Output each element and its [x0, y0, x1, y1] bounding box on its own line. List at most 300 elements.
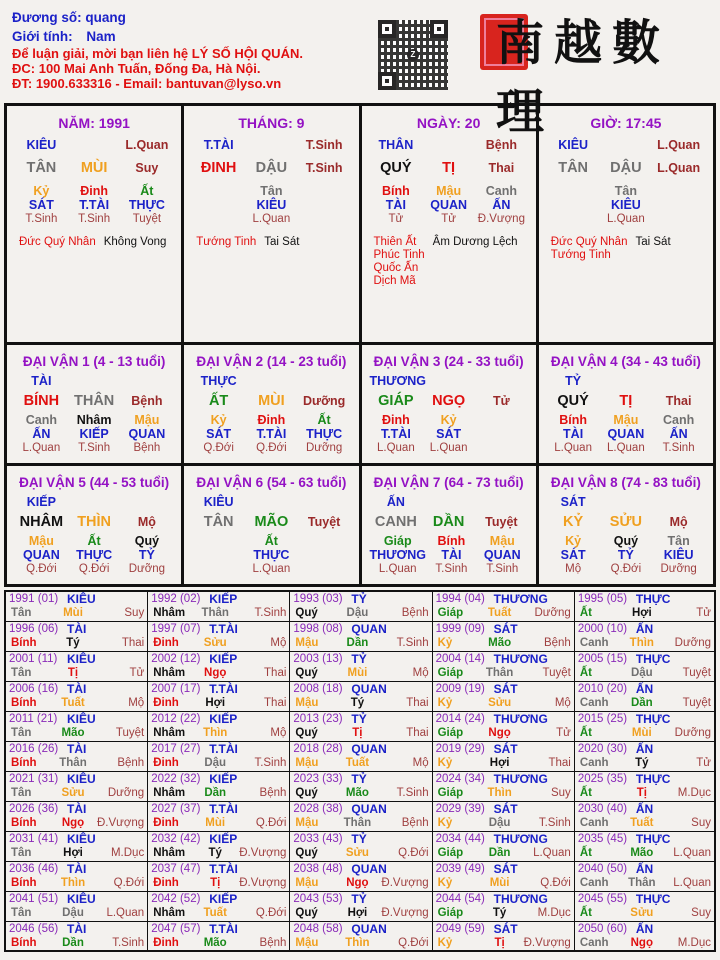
year-cell[interactable]: [290, 831, 432, 861]
hidden-stage: T.Sinh: [486, 563, 519, 575]
year-stem: Bính: [11, 936, 37, 949]
year-stage: Thai: [264, 696, 287, 709]
year-branch: Thân: [628, 876, 656, 889]
hidden-stem: [600, 413, 653, 455]
year-stage: Q.Đới: [255, 816, 287, 829]
hidden-stem-name: Ất: [317, 413, 331, 427]
year-label: 2011 (21): [9, 712, 58, 725]
hidden-stem: [15, 184, 68, 226]
hidden-ten-god: SÁT: [28, 198, 54, 212]
earthly-branch: TỊ: [619, 393, 633, 409]
year-stem: Mậu: [295, 696, 319, 709]
year-row: [5, 681, 715, 711]
year-label: 2015 (25): [577, 712, 628, 725]
hidden-stage: Đ.Vượng: [477, 213, 525, 225]
year-stem: Tân: [11, 666, 32, 679]
year-label: 2037 (47): [151, 862, 201, 875]
year-ten-god: THƯƠNG: [493, 831, 548, 846]
year-cell[interactable]: [432, 861, 574, 891]
branch-stage: T.Sinh: [305, 161, 343, 175]
year-ten-god: T.TÀI: [209, 801, 238, 816]
earthly-branch: DẬU: [610, 160, 642, 176]
year-branch: Ngọ: [204, 666, 227, 679]
year-stem: Canh: [579, 936, 609, 949]
year-cell[interactable]: [290, 741, 432, 771]
year-cell[interactable]: [5, 801, 148, 831]
heavenly-stem: ẤT: [208, 393, 229, 409]
year-stem: Mậu: [295, 936, 319, 949]
year-cell[interactable]: [5, 891, 148, 921]
year-label: 2035 (45): [577, 832, 628, 845]
year-cell[interactable]: [148, 621, 290, 651]
hidden-ten-god: SÁT: [436, 427, 462, 441]
year-stem: Bính: [11, 876, 37, 889]
year-ten-god: KIẾP: [209, 651, 238, 666]
dai-van-title: ĐẠI VẬN 7 (64 - 73 tuổi): [373, 475, 524, 490]
year-ten-god: KIÊU: [67, 651, 96, 666]
year-ten-god: T.TÀI: [209, 621, 238, 636]
bad-star: [635, 249, 701, 261]
year-ten-god: KIẾP: [209, 711, 238, 726]
year-stem: Nhâm: [153, 726, 186, 739]
year-stage: T.Sinh: [396, 636, 429, 649]
year-ten-god: ẤN: [635, 681, 654, 696]
bad-star: [433, 249, 524, 261]
contact-line-1: Để luận giải, mời bạn liên hệ LÝ SỐ HỘI QUÁN.: [12, 46, 303, 61]
year-cell[interactable]: [574, 921, 715, 951]
hidden-ten-god: QUAN: [607, 427, 645, 441]
brand-logo: 南越數理: [496, 15, 671, 140]
year-ten-god: T.TÀI: [209, 921, 238, 936]
dai-van-4[interactable]: [536, 345, 713, 463]
year-label: 2024 (34): [435, 772, 485, 785]
hidden-ten-god: QUAN: [483, 548, 521, 562]
dai-van-1[interactable]: [7, 345, 181, 463]
hidden-ten-god: T.TÀI: [256, 427, 287, 441]
hidden-stem-name: Ất: [87, 534, 101, 548]
year-branch: Mùi: [631, 726, 652, 739]
year-cell[interactable]: [290, 921, 432, 951]
hidden-stage: L.Quan: [607, 442, 645, 454]
year-stage: Bệnh: [259, 936, 287, 949]
year-branch: Ngọ: [61, 816, 85, 829]
year-label: 2039 (49): [435, 862, 485, 875]
year-stem: Canh: [579, 876, 609, 889]
ten-god: KIÊU: [558, 138, 589, 152]
stars-list: [362, 236, 536, 287]
ten-god: KIÊU: [26, 138, 57, 152]
good-star: Quốc Ấn: [373, 262, 419, 274]
ten-god: TỶ: [565, 374, 582, 388]
hidden-stem-name: Ất: [140, 184, 154, 198]
year-row: [5, 831, 715, 861]
year-branch: Tị: [352, 726, 363, 739]
heavenly-stem: BÍNH: [23, 393, 60, 409]
year-label: 2000 (10): [577, 622, 628, 635]
hidden-stem-name: Kỷ: [440, 413, 457, 427]
year-stage: M.Dục: [110, 846, 145, 859]
dai-van-6[interactable]: [181, 466, 358, 584]
dai-van-title: ĐẠI VẬN 8 (74 - 83 tuổi): [550, 475, 701, 490]
good-star: Thiên Ất: [373, 236, 417, 248]
year-ten-god: TÀI: [67, 801, 87, 816]
hidden-ten-god: QUAN: [22, 548, 60, 562]
year-ten-god: TỶ: [351, 651, 367, 666]
year-stage: Thai: [406, 726, 429, 739]
year-cell[interactable]: [290, 801, 432, 831]
year-branch: Tuất: [630, 816, 654, 829]
year-label: 2001 (11): [9, 652, 58, 665]
year-stage: Bệnh: [401, 816, 429, 829]
year-label: 2034 (44): [435, 832, 485, 845]
stars-list: [7, 236, 181, 248]
hidden-stem: [477, 534, 528, 576]
hidden-ten-god: QUAN: [128, 427, 166, 441]
hidden-stem: [422, 184, 475, 226]
hidden-stem-name: Mậu: [436, 184, 462, 198]
year-branch: Hợi: [489, 756, 510, 769]
stars-list: [184, 236, 358, 248]
hidden-stem-name: Bính: [437, 534, 466, 548]
year-cell[interactable]: [5, 741, 148, 771]
hidden-stem: [192, 184, 245, 226]
contact-phone-email[interactable]: ĐT: 1900.633316 - Email: bantuvan@lyso.vn: [12, 76, 282, 91]
hidden-stage: Q.Đới: [26, 563, 57, 575]
branch-stage: Mộ: [669, 515, 688, 529]
year-cell[interactable]: [574, 861, 715, 891]
year-branch: Thìn: [345, 936, 370, 949]
year-cell[interactable]: [432, 891, 574, 921]
dai-van-2[interactable]: [181, 345, 358, 463]
year-cell[interactable]: [148, 711, 290, 741]
year-cell[interactable]: [574, 831, 715, 861]
year-branch: Dần: [488, 846, 511, 859]
year-label: 2033 (43): [293, 832, 343, 845]
year-cell[interactable]: [148, 771, 290, 801]
growth-stage: T.Sinh: [305, 138, 343, 152]
year-ten-god: SÁT: [493, 741, 518, 756]
year-stage: Mộ: [412, 756, 429, 769]
dai-van-8[interactable]: [536, 466, 713, 584]
year-cell[interactable]: [574, 771, 715, 801]
hidden-stem-name: [547, 184, 600, 198]
year-cell[interactable]: [290, 681, 432, 711]
year-cell[interactable]: [574, 591, 715, 621]
year-stage: Q.Đới: [113, 876, 145, 889]
year-cell[interactable]: [5, 621, 148, 651]
dai-van-row-1: [7, 342, 713, 463]
year-ten-god: TỶ: [351, 711, 367, 726]
year-branch: Mão: [345, 786, 369, 799]
year-branch: Dần: [630, 696, 653, 709]
hidden-stage: Mộ: [565, 563, 582, 575]
year-cell[interactable]: [148, 801, 290, 831]
hidden-stage: Dưỡng: [660, 563, 697, 575]
year-cell[interactable]: [148, 861, 290, 891]
year-ten-god: KIẾP: [209, 592, 238, 606]
year-branch: Dậu: [346, 607, 369, 619]
year-stage: Tử: [696, 756, 711, 769]
heavenly-stem: QUÝ: [557, 393, 589, 409]
name-label: Đương số:: [12, 10, 82, 25]
growth-stage: Bệnh: [485, 138, 517, 152]
year-label: 1997 (07): [151, 622, 201, 635]
year-ten-god: QUAN: [351, 621, 387, 636]
year-ten-god: THỰC: [635, 651, 671, 666]
year-row: [5, 711, 715, 741]
pillar-2: [359, 106, 536, 342]
year-label: 2023 (33): [293, 772, 343, 785]
hidden-stem: [15, 413, 68, 455]
year-cell[interactable]: [5, 861, 148, 891]
year-stem: Giáp: [437, 786, 464, 799]
year-stage: Suy: [550, 786, 571, 799]
year-stage: Mộ: [554, 696, 571, 709]
year-branch: Thân: [59, 756, 87, 769]
earthly-branch: THÂN: [73, 393, 115, 409]
bad-star: Tai Sát: [264, 236, 300, 248]
good-star: Tướng Tinh: [196, 236, 257, 248]
year-stage: Thai: [548, 756, 571, 769]
hidden-stem-name: Giáp: [383, 534, 412, 548]
year-ten-god: THỰC: [635, 831, 671, 846]
earthly-branch: MÙI: [80, 160, 108, 176]
hidden-stem: [600, 534, 653, 576]
year-stem: Giáp: [437, 666, 464, 679]
year-branch: Hợi: [631, 607, 652, 619]
year-cell[interactable]: [574, 741, 715, 771]
good-star: Đức Quý Nhân: [19, 236, 96, 248]
hidden-ten-god: TÀI: [385, 198, 406, 212]
year-stage: Bệnh: [117, 756, 145, 769]
year-label: 2032 (42): [151, 832, 201, 845]
year-label: 2018 (28): [293, 742, 343, 755]
year-stage: Mộ: [412, 666, 429, 679]
year-cell[interactable]: [5, 771, 148, 801]
hidden-stem: [298, 413, 351, 455]
year-cell[interactable]: [290, 651, 432, 681]
hidden-stem-name: Bính: [559, 413, 588, 427]
hidden-stem-name: Canh: [485, 184, 517, 198]
year-cell[interactable]: [148, 681, 290, 711]
year-stage: Tuyệt: [542, 666, 571, 679]
year-cell[interactable]: [574, 681, 715, 711]
hidden-stem-name: Mậu: [28, 534, 54, 548]
hidden-ten-god: KIẾP: [79, 427, 109, 441]
year-label: 2028 (38): [293, 802, 343, 815]
hidden-stage: Q.Đới: [256, 442, 287, 454]
year-cell[interactable]: [432, 591, 574, 621]
year-branch: Tuất: [61, 696, 85, 709]
year-cell[interactable]: [5, 681, 148, 711]
year-branch: Tuất: [203, 906, 227, 919]
year-cell[interactable]: [290, 711, 432, 741]
year-ten-god: ẤN: [635, 801, 654, 816]
heavenly-stem: TÂN: [558, 160, 589, 176]
year-label: 2022 (32): [151, 772, 201, 785]
year-label: 2019 (29): [435, 742, 485, 755]
heavenly-stem: TÂN: [203, 514, 234, 530]
year-cell[interactable]: [574, 891, 715, 921]
year-stage: Suy: [124, 607, 145, 619]
year-ten-god: KIÊU: [67, 592, 96, 606]
year-cell[interactable]: [148, 591, 290, 621]
hidden-ten-god: THỰC: [253, 548, 290, 562]
year-stage: Đ.Vượng: [381, 876, 429, 889]
year-cell[interactable]: [432, 801, 574, 831]
year-ten-god: THƯƠNG: [493, 592, 548, 606]
hidden-ten-god: ẤN: [32, 427, 51, 441]
year-cell[interactable]: [290, 621, 432, 651]
year-label: 2045 (55): [577, 892, 628, 905]
year-cell[interactable]: [432, 621, 574, 651]
dai-van-5[interactable]: [7, 466, 181, 584]
year-cell[interactable]: [574, 801, 715, 831]
year-stem: Đinh: [153, 816, 179, 829]
year-label: 2010 (20): [577, 682, 628, 695]
hidden-stem-name: Đinh: [80, 184, 109, 198]
hidden-ten-god: TÀI: [563, 427, 584, 441]
year-ten-god: ẤN: [635, 621, 654, 636]
year-stem: Giáp: [437, 906, 464, 919]
hidden-stem: [547, 184, 600, 226]
bad-star: Tai Sát: [635, 236, 671, 248]
year-stage: Q.Đới: [540, 876, 571, 889]
year-stage: Đ.Vượng: [523, 936, 571, 949]
year-cell[interactable]: [574, 651, 715, 681]
year-cell[interactable]: [432, 651, 574, 681]
year-stem: Mậu: [295, 816, 319, 829]
year-stage: T.Sinh: [254, 756, 287, 769]
year-branch: Tuất: [345, 756, 370, 769]
year-stem: Quý: [295, 607, 318, 619]
heavenly-stem: GIÁP: [378, 393, 414, 409]
year-cell[interactable]: [432, 681, 574, 711]
year-cell[interactable]: [290, 591, 432, 621]
year-cell[interactable]: [290, 861, 432, 891]
ten-god: THỰC: [200, 374, 237, 388]
year-branch: Mùi: [63, 607, 83, 619]
hidden-ten-god: THỰC: [128, 198, 165, 212]
year-cell[interactable]: [574, 711, 715, 741]
year-cell[interactable]: [148, 831, 290, 861]
year-branch: Tý: [492, 906, 507, 919]
year-branch: Mão: [630, 846, 654, 859]
hidden-stem-name: Canh: [25, 413, 57, 427]
year-cell[interactable]: [148, 921, 290, 951]
year-cell[interactable]: [290, 771, 432, 801]
year-ten-god: KIẾP: [209, 771, 238, 786]
branch-stage: L.Quan: [657, 161, 701, 175]
year-stage: Suy: [691, 906, 711, 919]
year-cell[interactable]: [148, 741, 290, 771]
year-cell[interactable]: [5, 831, 148, 861]
year-stem: Quý: [295, 726, 318, 739]
year-label: 2006 (16): [9, 682, 59, 695]
year-row: [5, 621, 715, 651]
year-cell[interactable]: [432, 771, 574, 801]
year-ten-god: T.TÀI: [209, 741, 238, 756]
year-stage: Đ.Vượng: [381, 906, 429, 919]
branch-stage: Tử: [493, 394, 510, 408]
year-cell[interactable]: [5, 711, 148, 741]
year-branch: Mùi: [489, 876, 510, 889]
qr-code-icon[interactable]: [378, 20, 448, 90]
earthly-branch: DẦN: [432, 514, 465, 530]
year-branch: Sửu: [203, 636, 227, 649]
dai-van-title: ĐẠI VẬN 1 (4 - 13 tuổi): [22, 354, 166, 369]
year-cell[interactable]: [290, 891, 432, 921]
hidden-ten-god: TỶ: [138, 548, 155, 562]
year-stem: Giáp: [437, 726, 464, 739]
year-branch: Tý: [66, 636, 80, 649]
year-stem: Tân: [11, 607, 32, 619]
year-ten-god: KIÊU: [67, 891, 96, 906]
year-cell[interactable]: [5, 591, 148, 621]
hidden-stage: L.Quan: [554, 442, 592, 454]
year-stage: T.Sinh: [396, 786, 429, 799]
dai-van-7[interactable]: [359, 466, 536, 584]
year-branch: Sửu: [488, 696, 512, 709]
hidden-ten-god: KIÊU: [610, 198, 641, 212]
year-cell[interactable]: [5, 921, 148, 951]
year-label: 2044 (54): [435, 892, 485, 905]
year-stem: Giáp: [437, 846, 464, 859]
year-branch: Dần: [346, 636, 369, 649]
year-cell[interactable]: [432, 741, 574, 771]
year-cell[interactable]: [574, 621, 715, 651]
year-branch: Hợi: [347, 906, 368, 919]
year-cell[interactable]: [148, 651, 290, 681]
dai-van-3[interactable]: [359, 345, 536, 463]
year-row: [5, 891, 715, 921]
ten-god: THÂN: [378, 138, 414, 152]
year-ten-god: QUAN: [351, 741, 387, 756]
earthly-branch: TỊ: [442, 160, 456, 176]
year-label: 1998 (08): [293, 622, 343, 635]
hidden-stage: Bệnh: [133, 442, 161, 454]
year-label: 2042 (52): [151, 892, 201, 905]
year-ten-god: SÁT: [493, 801, 518, 816]
year-stage: L.Quan: [673, 846, 711, 859]
heavenly-stem: CANH: [374, 514, 417, 530]
year-cell[interactable]: [432, 831, 574, 861]
year-branch: Dần: [204, 786, 227, 799]
hidden-stem: [192, 534, 245, 576]
year-stage: Thai: [264, 666, 287, 679]
earthly-branch: THÌN: [77, 514, 112, 530]
year-branch: Thìn: [203, 726, 228, 739]
year-cell[interactable]: [432, 921, 574, 951]
hidden-stem: [192, 413, 245, 455]
year-cell[interactable]: [5, 651, 148, 681]
good-star: Dịch Mã: [373, 275, 416, 287]
year-row: [5, 921, 715, 951]
year-ten-god: TỶ: [351, 771, 367, 786]
annual-luck-table: [4, 590, 716, 952]
year-cell[interactable]: [148, 891, 290, 921]
year-stage: Bệnh: [543, 636, 571, 649]
ten-god: SÁT: [560, 495, 586, 509]
hidden-stage: L.Quan: [252, 563, 291, 575]
hidden-stem-name: [652, 184, 705, 198]
year-stem: Nhâm: [153, 607, 186, 619]
ten-god: KIẾP: [26, 495, 56, 509]
year-stem: Nhâm: [153, 786, 186, 799]
year-cell[interactable]: [432, 711, 574, 741]
zalo-icon: Z: [407, 49, 419, 61]
hidden-stage: L.Quan: [429, 442, 468, 454]
